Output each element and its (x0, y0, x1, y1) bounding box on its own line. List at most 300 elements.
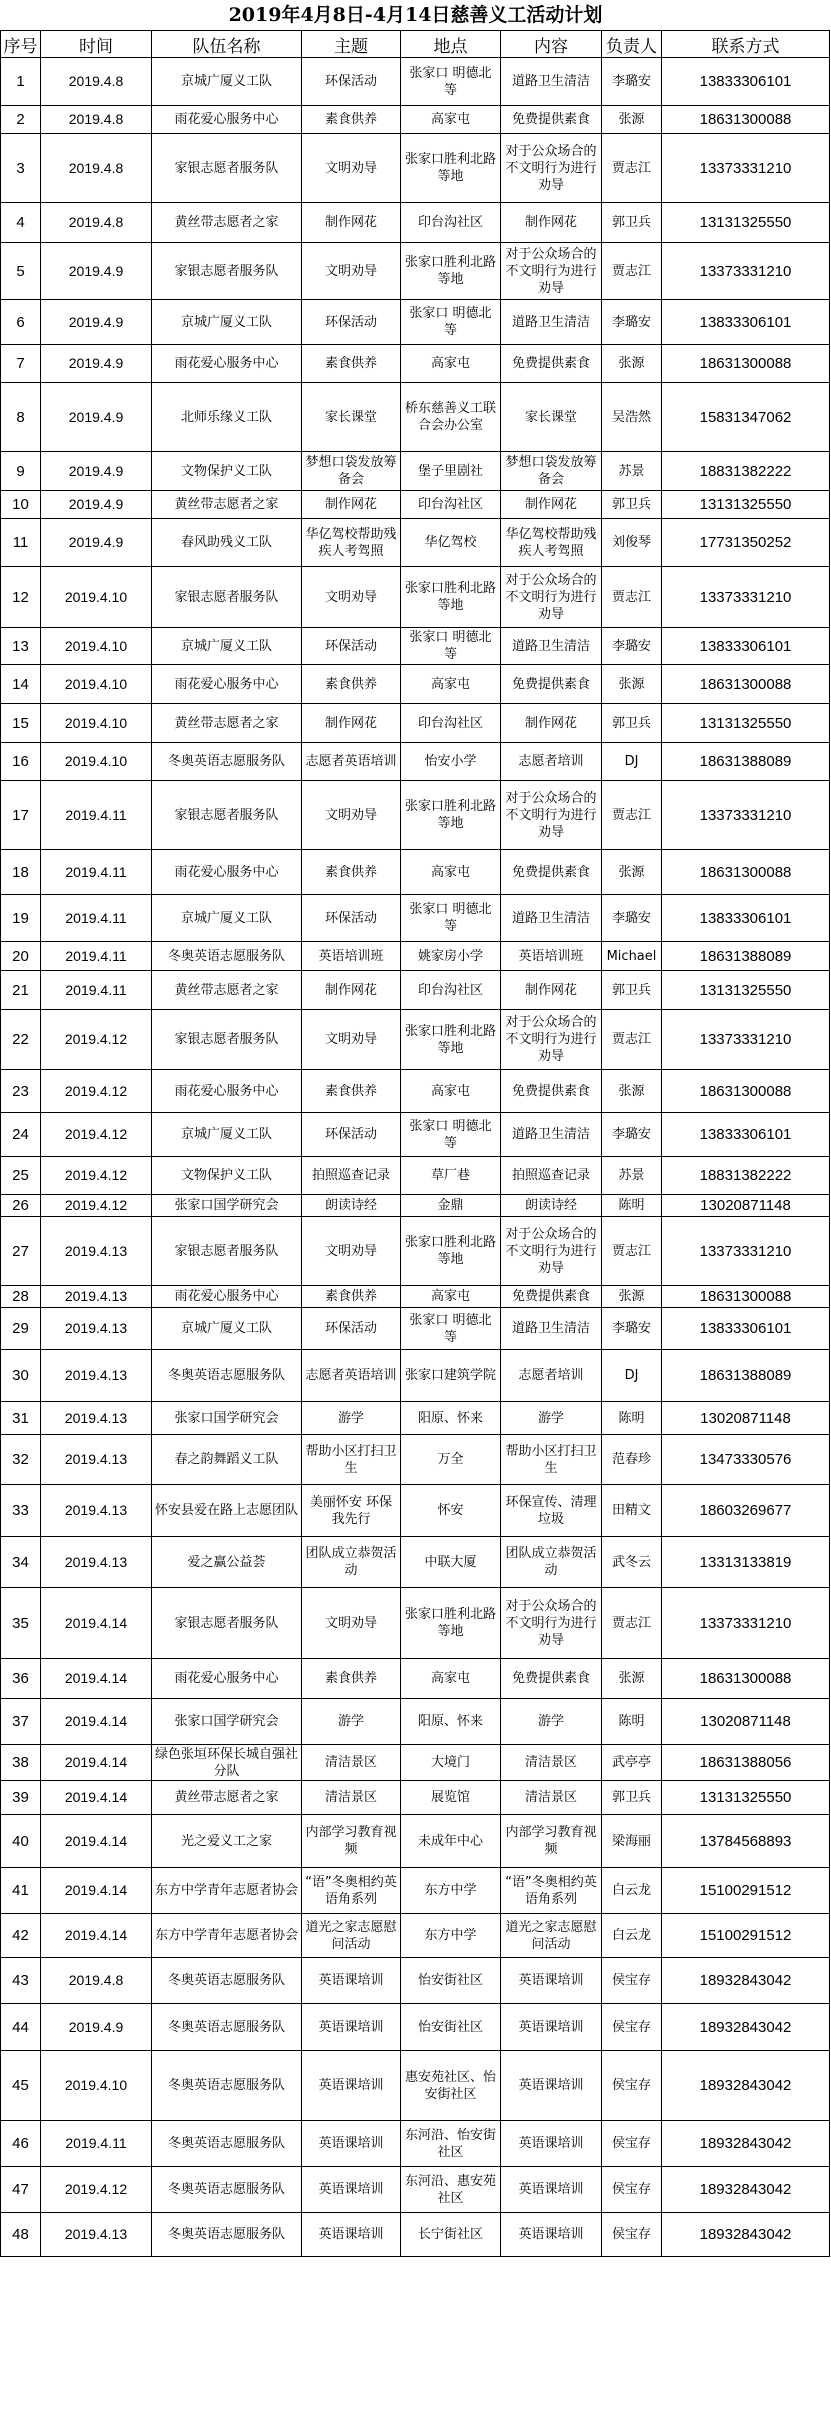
table-row (1, 2051, 830, 2121)
row-place: 印台沟社区 (401, 491, 501, 519)
row-content: 团队成立恭贺活动 (501, 1537, 602, 1588)
row-content: 华亿驾校帮助残疾人考驾照 (501, 519, 602, 567)
row-leader: 张源 (602, 106, 662, 134)
row-phone: 18631300088 (662, 1659, 830, 1699)
row-leader: 陈明 (602, 1402, 662, 1435)
row-topic: 环保活动 (302, 58, 401, 106)
table-row (1, 2121, 830, 2167)
row-team: 冬奥英语志愿服务队 (152, 2004, 302, 2051)
row-team: 张家口国学研究会 (152, 1195, 302, 1217)
row-number: 8 (1, 383, 41, 452)
row-topic: 素食供养 (302, 1070, 401, 1113)
row-number: 38 (1, 1745, 41, 1781)
row-topic: 制作网花 (302, 491, 401, 519)
row-content: 英语课培训 (501, 2167, 602, 2213)
row-team: 京城广厦义工队 (152, 58, 302, 106)
table-row (1, 1745, 830, 1781)
table-row (1, 1868, 830, 1914)
row-number: 11 (1, 519, 41, 567)
table-row (1, 1699, 830, 1745)
row-content: 英语课培训 (501, 1958, 602, 2004)
row-leader: 陈明 (602, 1195, 662, 1217)
table-row (1, 567, 830, 628)
row-number: 35 (1, 1588, 41, 1659)
row-topic: 素食供养 (302, 106, 401, 134)
row-date: 2019.4.14 (41, 1815, 152, 1868)
row-place: 高家屯 (401, 1659, 501, 1699)
row-topic: 朗读诗经 (302, 1195, 401, 1217)
table-row (1, 243, 830, 300)
row-phone: 13373331210 (662, 1010, 830, 1070)
row-content: 道路卫生清洁 (501, 1113, 602, 1157)
row-team: 冬奥英语志愿服务队 (152, 2167, 302, 2213)
row-topic: 环保活动 (302, 895, 401, 942)
row-place: 东河沿、怡安街社区 (401, 2121, 501, 2167)
row-phone: 18631388089 (662, 942, 830, 971)
row-phone: 13833306101 (662, 300, 830, 345)
row-phone: 13373331210 (662, 1217, 830, 1286)
row-leader: 苏景 (602, 1157, 662, 1195)
row-number: 13 (1, 628, 41, 665)
row-place: 张家口建筑学院 (401, 1350, 501, 1402)
row-phone: 13833306101 (662, 58, 830, 106)
row-phone: 13833306101 (662, 895, 830, 942)
row-phone: 18932843042 (662, 2213, 830, 2257)
row-phone: 18603269677 (662, 1485, 830, 1537)
row-team: 冬奥英语志愿服务队 (152, 743, 302, 781)
row-number: 9 (1, 452, 41, 491)
row-place: 张家口胜利北路等地 (401, 1588, 501, 1659)
row-place: 张家口 明德北等 (401, 1113, 501, 1157)
row-team: 京城广厦义工队 (152, 1113, 302, 1157)
row-date: 2019.4.9 (41, 243, 152, 300)
row-topic: 环保活动 (302, 300, 401, 345)
row-team: 黄丝带志愿者之家 (152, 203, 302, 243)
table-row (1, 1435, 830, 1485)
row-content: 帮助小区打扫卫生 (501, 1435, 602, 1485)
row-number: 46 (1, 2121, 41, 2167)
row-number: 10 (1, 491, 41, 519)
row-topic: 制作网花 (302, 971, 401, 1010)
row-date: 2019.4.9 (41, 519, 152, 567)
row-number: 30 (1, 1350, 41, 1402)
row-leader: 田精文 (602, 1485, 662, 1537)
row-team: 雨花爱心服务中心 (152, 1286, 302, 1308)
row-topic: 英语培训班 (302, 942, 401, 971)
row-date: 2019.4.10 (41, 665, 152, 704)
row-place: 惠安苑社区、怡安街社区 (401, 2051, 501, 2121)
row-team: 张家口国学研究会 (152, 1699, 302, 1745)
row-team: 冬奥英语志愿服务队 (152, 2121, 302, 2167)
row-team: 雨花爱心服务中心 (152, 345, 302, 383)
row-date: 2019.4.8 (41, 58, 152, 106)
row-topic: “语”冬奥相约英语角系列 (302, 1868, 401, 1914)
row-content: 对于公众场合的不文明行为进行劝导 (501, 781, 602, 850)
row-phone: 13833306101 (662, 1113, 830, 1157)
row-leader: 张源 (602, 1070, 662, 1113)
row-date: 2019.4.14 (41, 1781, 152, 1815)
row-date: 2019.4.9 (41, 300, 152, 345)
row-date: 2019.4.13 (41, 1350, 152, 1402)
row-number: 2 (1, 106, 41, 134)
row-topic: 文明劝导 (302, 1588, 401, 1659)
row-team: 雨花爱心服务中心 (152, 850, 302, 895)
row-content: 清洁景区 (501, 1781, 602, 1815)
row-number: 39 (1, 1781, 41, 1815)
table-row (1, 942, 830, 971)
row-place: 高家屯 (401, 106, 501, 134)
row-number: 1 (1, 58, 41, 106)
row-topic: 英语课培训 (302, 2167, 401, 2213)
row-leader: 郭卫兵 (602, 971, 662, 1010)
row-team: 黄丝带志愿者之家 (152, 491, 302, 519)
table-row (1, 519, 830, 567)
row-place: 张家口胜利北路等地 (401, 781, 501, 850)
row-topic: 道光之家志愿慰问活动 (302, 1914, 401, 1958)
row-content: 免费提供素食 (501, 665, 602, 704)
row-team: 冬奥英语志愿服务队 (152, 1350, 302, 1402)
row-number: 32 (1, 1435, 41, 1485)
row-number: 28 (1, 1286, 41, 1308)
row-leader: 郭卫兵 (602, 203, 662, 243)
row-place: 印台沟社区 (401, 971, 501, 1010)
table-row (1, 452, 830, 491)
row-date: 2019.4.13 (41, 1286, 152, 1308)
row-phone: 18831382222 (662, 452, 830, 491)
row-number: 37 (1, 1699, 41, 1745)
table-row (1, 1070, 830, 1113)
table-row (1, 895, 830, 942)
row-date: 2019.4.13 (41, 2213, 152, 2257)
row-topic: 素食供养 (302, 1286, 401, 1308)
row-team: 雨花爱心服务中心 (152, 1070, 302, 1113)
row-phone: 18932843042 (662, 2004, 830, 2051)
row-place: 张家口 明德北等 (401, 895, 501, 942)
row-leader: 陈明 (602, 1699, 662, 1745)
row-date: 2019.4.11 (41, 850, 152, 895)
row-leader: 白云龙 (602, 1868, 662, 1914)
row-team: 冬奥英语志愿服务队 (152, 2051, 302, 2121)
row-phone: 13373331210 (662, 243, 830, 300)
row-topic: 文明劝导 (302, 243, 401, 300)
row-number: 17 (1, 781, 41, 850)
row-content: 梦想口袋发放筹备会 (501, 452, 602, 491)
row-topic: 文明劝导 (302, 1010, 401, 1070)
row-team: 张家口国学研究会 (152, 1402, 302, 1435)
row-team: 光之爱义工之家 (152, 1815, 302, 1868)
row-leader: 张源 (602, 665, 662, 704)
row-place: 大境门 (401, 1745, 501, 1781)
row-phone: 13131325550 (662, 1781, 830, 1815)
row-content: 对于公众场合的不文明行为进行劝导 (501, 1588, 602, 1659)
row-number: 25 (1, 1157, 41, 1195)
row-place: 印台沟社区 (401, 203, 501, 243)
row-team: 春之韵舞蹈义工队 (152, 1435, 302, 1485)
row-topic: 文明劝导 (302, 1217, 401, 1286)
table-row (1, 850, 830, 895)
table-row (1, 203, 830, 243)
row-place: 张家口胜利北路等地 (401, 134, 501, 203)
row-phone: 13833306101 (662, 1308, 830, 1350)
table-row (1, 1914, 830, 1958)
row-date: 2019.4.11 (41, 781, 152, 850)
row-number: 24 (1, 1113, 41, 1157)
row-date: 2019.4.12 (41, 2167, 152, 2213)
table-body (1, 58, 830, 2257)
row-date: 2019.4.14 (41, 1659, 152, 1699)
table-row (1, 134, 830, 203)
row-content: 环保宣传、清理垃圾 (501, 1485, 602, 1537)
row-date: 2019.4.13 (41, 1485, 152, 1537)
row-number: 42 (1, 1914, 41, 1958)
row-leader: 白云龙 (602, 1914, 662, 1958)
row-content: 免费提供素食 (501, 1286, 602, 1308)
row-phone: 13473330576 (662, 1435, 830, 1485)
row-content: 游学 (501, 1402, 602, 1435)
row-topic: 游学 (302, 1699, 401, 1745)
row-place: 未成年中心 (401, 1815, 501, 1868)
row-leader: 苏景 (602, 452, 662, 491)
row-leader: 李璐安 (602, 300, 662, 345)
row-date: 2019.4.12 (41, 1157, 152, 1195)
table-row (1, 1286, 830, 1308)
row-content: 对于公众场合的不文明行为进行劝导 (501, 1217, 602, 1286)
row-phone: 18631300088 (662, 1070, 830, 1113)
header-topic: 主题 (302, 31, 401, 58)
row-date: 2019.4.8 (41, 106, 152, 134)
row-leader: 范春珍 (602, 1435, 662, 1485)
row-place: 张家口 明德北等 (401, 628, 501, 665)
row-date: 2019.4.8 (41, 1958, 152, 2004)
table-row (1, 1402, 830, 1435)
table-row (1, 704, 830, 743)
row-number: 5 (1, 243, 41, 300)
row-date: 2019.4.14 (41, 1699, 152, 1745)
row-content: 英语培训班 (501, 942, 602, 971)
row-number: 16 (1, 743, 41, 781)
table-row (1, 1010, 830, 1070)
table-header-row (1, 31, 830, 58)
row-place: 张家口 明德北等 (401, 1308, 501, 1350)
row-number: 19 (1, 895, 41, 942)
row-topic: 环保活动 (302, 1308, 401, 1350)
row-leader: 武冬云 (602, 1537, 662, 1588)
row-place: 怡安街社区 (401, 2004, 501, 2051)
row-leader: 郭卫兵 (602, 704, 662, 743)
row-place: 张家口 明德北等 (401, 58, 501, 106)
row-place: 展览馆 (401, 1781, 501, 1815)
row-team: 家银志愿者服务队 (152, 1010, 302, 1070)
row-team: 雨花爱心服务中心 (152, 106, 302, 134)
table-row (1, 1815, 830, 1868)
row-leader: 侯宝存 (602, 2167, 662, 2213)
row-date: 2019.4.13 (41, 1402, 152, 1435)
row-topic: 英语课培训 (302, 1958, 401, 2004)
row-phone: 18932843042 (662, 2051, 830, 2121)
row-team: 冬奥英语志愿服务队 (152, 942, 302, 971)
row-topic: 文明劝导 (302, 567, 401, 628)
row-team: 冬奥英语志愿服务队 (152, 1958, 302, 2004)
row-team: 家银志愿者服务队 (152, 134, 302, 203)
row-phone: 13020871148 (662, 1402, 830, 1435)
table-row (1, 1485, 830, 1537)
table-row (1, 58, 830, 106)
row-team: 文物保护义工队 (152, 452, 302, 491)
row-content: 朗读诗经 (501, 1195, 602, 1217)
table-row (1, 345, 830, 383)
row-place: 印台沟社区 (401, 704, 501, 743)
row-place: 高家屯 (401, 665, 501, 704)
row-content: 游学 (501, 1699, 602, 1745)
row-content: 道路卫生清洁 (501, 1308, 602, 1350)
row-date: 2019.4.9 (41, 2004, 152, 2051)
row-number: 36 (1, 1659, 41, 1699)
row-place: 阳原、怀来 (401, 1402, 501, 1435)
row-number: 6 (1, 300, 41, 345)
row-topic: 游学 (302, 1402, 401, 1435)
row-date: 2019.4.12 (41, 1195, 152, 1217)
row-leader: Michael (602, 942, 662, 971)
row-content: 对于公众场合的不文明行为进行劝导 (501, 243, 602, 300)
row-place: 华亿驾校 (401, 519, 501, 567)
row-content: 制作网花 (501, 704, 602, 743)
table-row (1, 1588, 830, 1659)
row-topic: 家长课堂 (302, 383, 401, 452)
row-number: 34 (1, 1537, 41, 1588)
row-date: 2019.4.14 (41, 1914, 152, 1958)
row-place: 堡子里剧社 (401, 452, 501, 491)
table-row (1, 665, 830, 704)
row-content: 英语课培训 (501, 2004, 602, 2051)
table-row (1, 1781, 830, 1815)
row-content: 免费提供素食 (501, 106, 602, 134)
header-team: 队伍名称 (152, 31, 302, 58)
row-phone: 18631388056 (662, 1745, 830, 1781)
row-phone: 13131325550 (662, 971, 830, 1010)
row-leader: 张源 (602, 1286, 662, 1308)
row-topic: 帮助小区打扫卫生 (302, 1435, 401, 1485)
row-content: 英语课培训 (501, 2051, 602, 2121)
row-leader: 郭卫兵 (602, 491, 662, 519)
row-number: 15 (1, 704, 41, 743)
row-place: 张家口 明德北等 (401, 300, 501, 345)
header-no: 序号 (1, 31, 41, 58)
row-topic: 清洁景区 (302, 1781, 401, 1815)
row-topic: 清洁景区 (302, 1745, 401, 1781)
row-phone: 18831382222 (662, 1157, 830, 1195)
row-leader: 张源 (602, 345, 662, 383)
row-date: 2019.4.9 (41, 452, 152, 491)
table-row (1, 743, 830, 781)
row-topic: 英语课培训 (302, 2004, 401, 2051)
row-leader: 贾志江 (602, 134, 662, 203)
row-topic: 环保活动 (302, 1113, 401, 1157)
row-team: 怀安县爱在路上志愿团队 (152, 1485, 302, 1537)
row-number: 45 (1, 2051, 41, 2121)
row-team: 北师乐缘义工队 (152, 383, 302, 452)
row-team: 冬奥英语志愿服务队 (152, 2213, 302, 2257)
row-number: 3 (1, 134, 41, 203)
row-place: 东方中学 (401, 1868, 501, 1914)
row-topic: 素食供养 (302, 665, 401, 704)
row-phone: 15831347062 (662, 383, 830, 452)
row-topic: 志愿者英语培训 (302, 743, 401, 781)
row-number: 44 (1, 2004, 41, 2051)
row-date: 2019.4.11 (41, 942, 152, 971)
row-date: 2019.4.9 (41, 491, 152, 519)
row-place: 张家口胜利北路等地 (401, 1010, 501, 1070)
row-leader: 侯宝存 (602, 1958, 662, 2004)
row-date: 2019.4.9 (41, 345, 152, 383)
row-number: 4 (1, 203, 41, 243)
row-content: 道光之家志愿慰问活动 (501, 1914, 602, 1958)
row-topic: 制作网花 (302, 203, 401, 243)
row-team: 雨花爱心服务中心 (152, 665, 302, 704)
table-row (1, 1958, 830, 2004)
table-row (1, 1350, 830, 1402)
row-leader: DJ (602, 743, 662, 781)
row-leader: 李璐安 (602, 895, 662, 942)
row-topic: 梦想口袋发放筹备会 (302, 452, 401, 491)
row-leader: 张源 (602, 850, 662, 895)
row-date: 2019.4.10 (41, 2051, 152, 2121)
row-place: 姚家房小学 (401, 942, 501, 971)
row-team: 东方中学青年志愿者协会 (152, 1868, 302, 1914)
row-leader: 武亭亭 (602, 1745, 662, 1781)
row-team: 黄丝带志愿者之家 (152, 971, 302, 1010)
row-place: 怀安 (401, 1485, 501, 1537)
row-team: 京城广厦义工队 (152, 300, 302, 345)
row-phone: 13833306101 (662, 628, 830, 665)
row-topic: 拍照巡查记录 (302, 1157, 401, 1195)
row-team: 京城广厦义工队 (152, 1308, 302, 1350)
row-team: 家银志愿者服务队 (152, 567, 302, 628)
row-place: 金鼎 (401, 1195, 501, 1217)
row-leader: 李璐安 (602, 628, 662, 665)
row-place: 怡安街社区 (401, 1958, 501, 2004)
row-content: 道路卫生清洁 (501, 300, 602, 345)
row-leader: 李璐安 (602, 1113, 662, 1157)
row-phone: 18631300088 (662, 850, 830, 895)
row-phone: 13784568893 (662, 1815, 830, 1868)
header-place: 地点 (401, 31, 501, 58)
row-content: 对于公众场合的不文明行为进行劝导 (501, 1010, 602, 1070)
row-leader: 刘俊琴 (602, 519, 662, 567)
row-number: 27 (1, 1217, 41, 1286)
row-place: 桥东慈善义工联合会办公室 (401, 383, 501, 452)
row-number: 29 (1, 1308, 41, 1350)
row-date: 2019.4.13 (41, 1217, 152, 1286)
row-content: 对于公众场合的不文明行为进行劝导 (501, 134, 602, 203)
table-row (1, 2167, 830, 2213)
row-content: 清洁景区 (501, 1745, 602, 1781)
row-number: 23 (1, 1070, 41, 1113)
row-phone: 13131325550 (662, 491, 830, 519)
row-content: 拍照巡查记录 (501, 1157, 602, 1195)
row-date: 2019.4.13 (41, 1308, 152, 1350)
row-phone: 18631388089 (662, 743, 830, 781)
row-place: 张家口胜利北路等地 (401, 567, 501, 628)
row-leader: 侯宝存 (602, 2121, 662, 2167)
row-content: 内部学习教育视频 (501, 1815, 602, 1868)
row-content: 英语课培训 (501, 2213, 602, 2257)
table-row (1, 1195, 830, 1217)
row-content: 对于公众场合的不文明行为进行劝导 (501, 567, 602, 628)
row-content: 道路卫生清洁 (501, 895, 602, 942)
row-team: 家银志愿者服务队 (152, 243, 302, 300)
row-content: 制作网花 (501, 971, 602, 1010)
row-place: 怡安小学 (401, 743, 501, 781)
